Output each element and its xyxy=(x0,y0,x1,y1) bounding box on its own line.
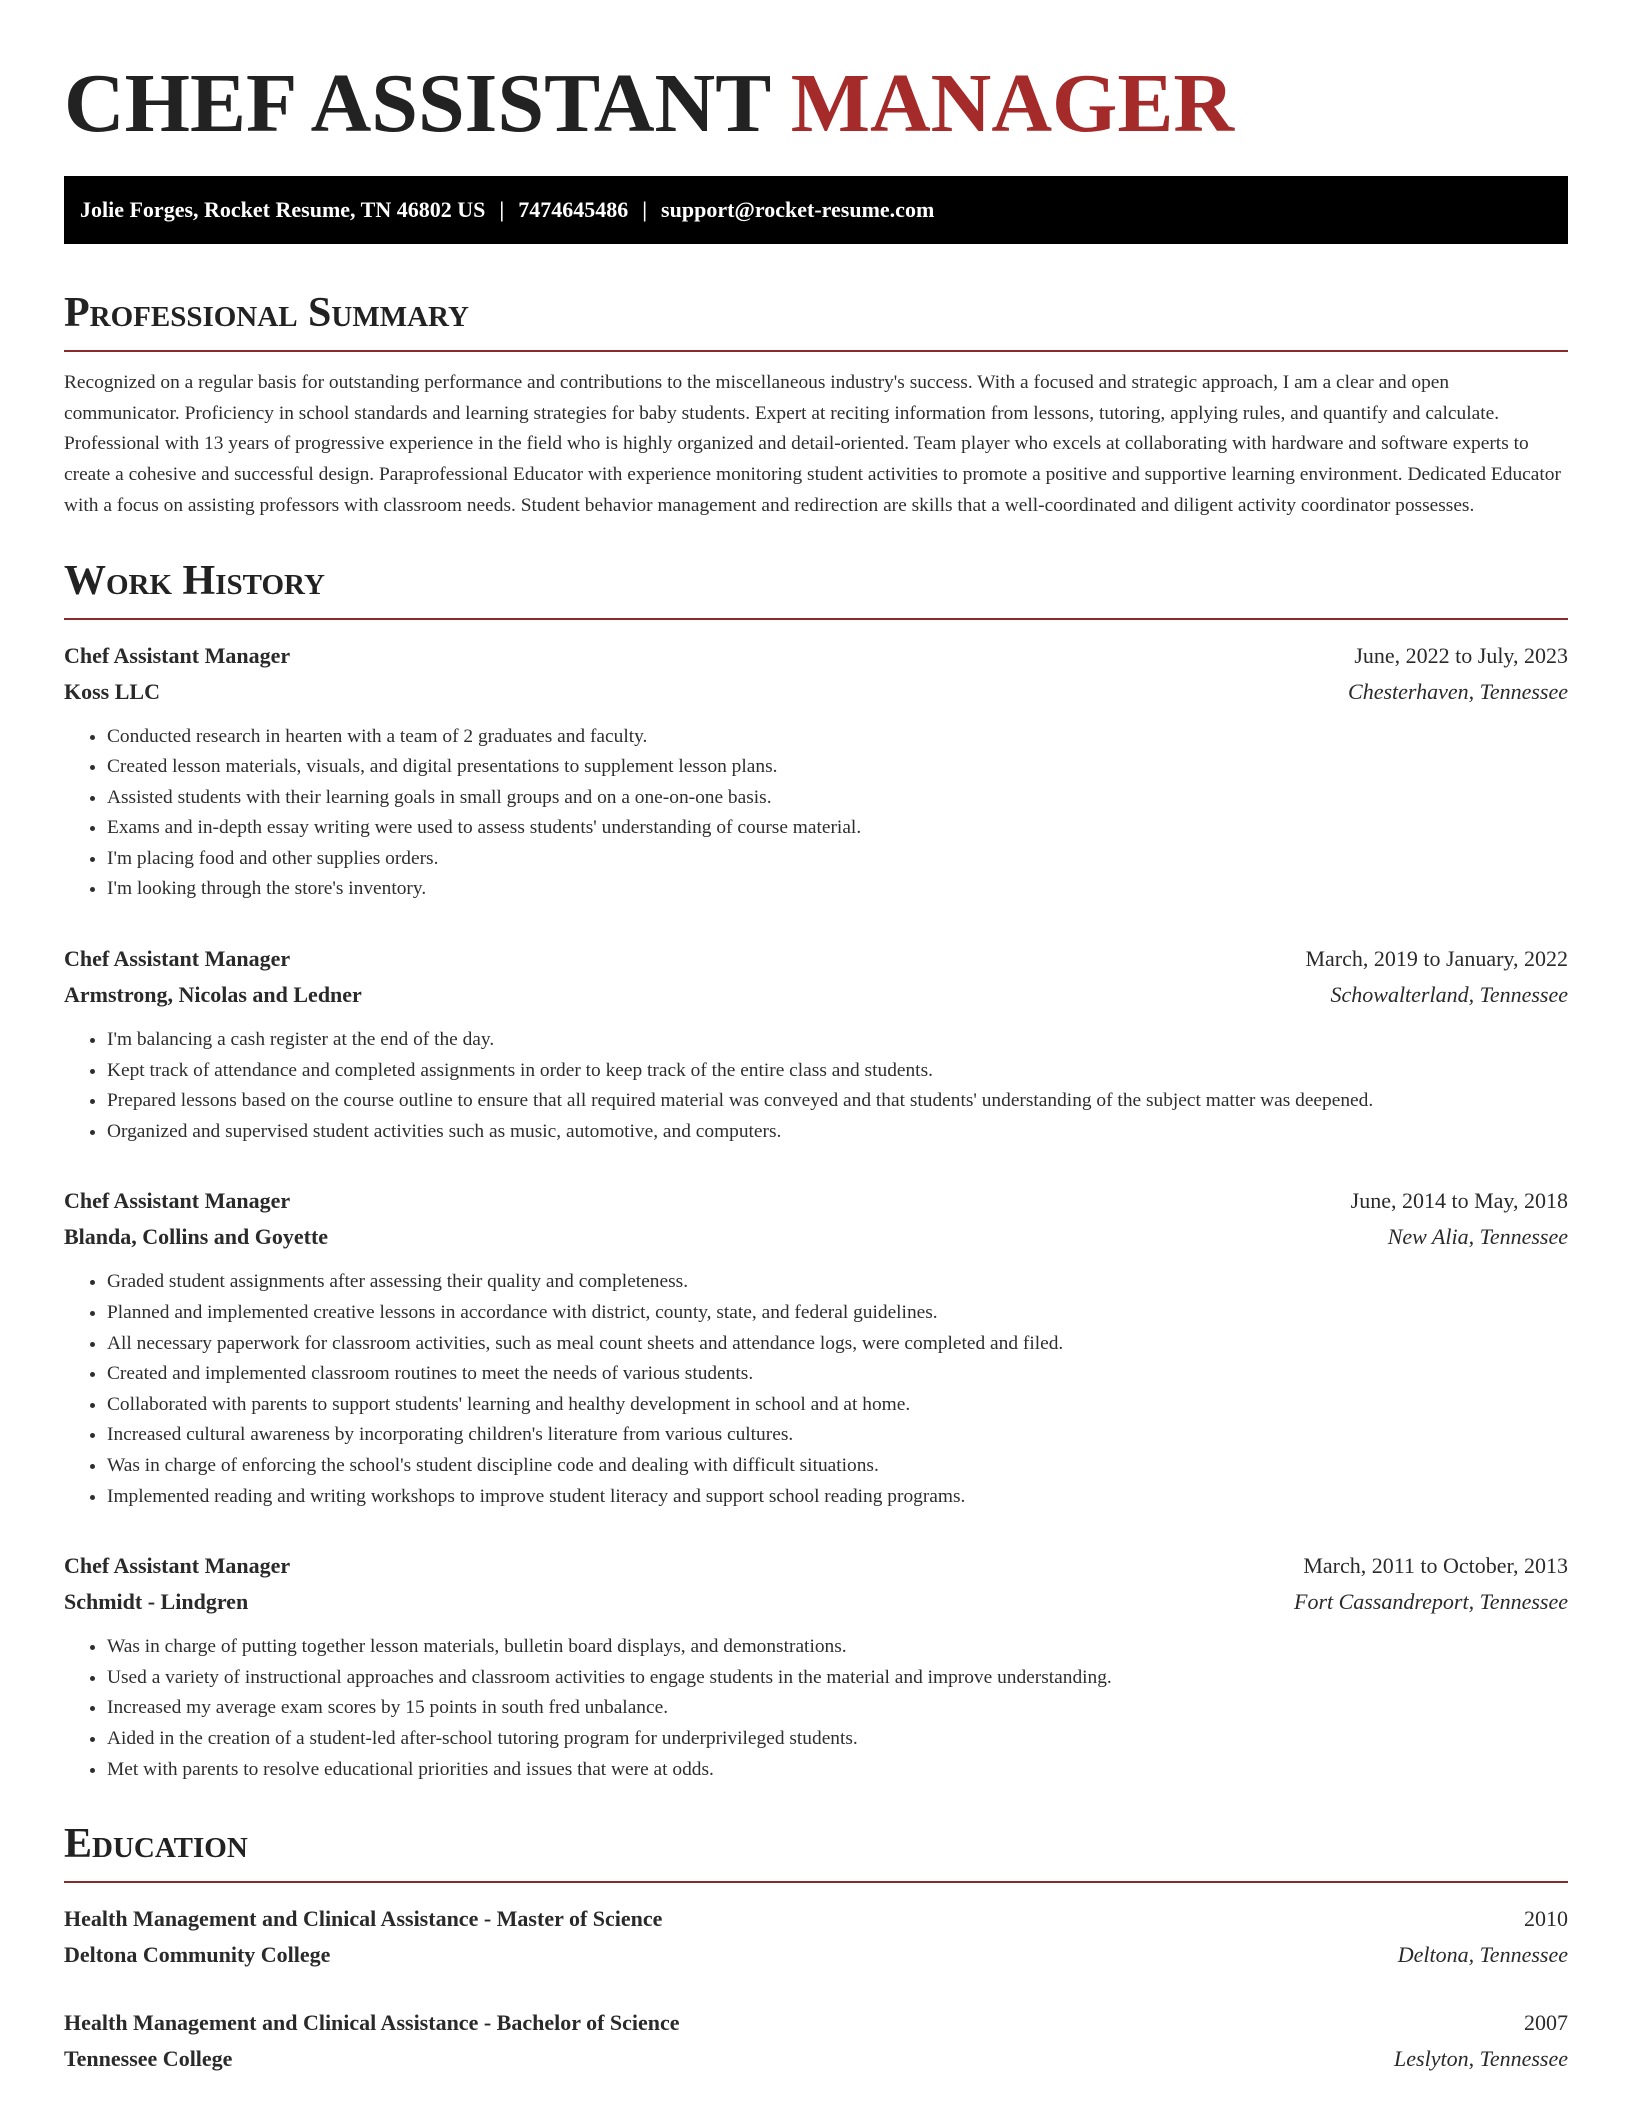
job-company-row xyxy=(64,1584,1568,1620)
education-degree: Health Management and Clinical Assistance - Bachelor of Science xyxy=(64,2010,680,2036)
job-dates: March, 2011 to October, 2013 xyxy=(1303,1553,1568,1579)
job-location: Schowalterland, Tennessee xyxy=(1330,982,1568,1008)
summary-text: Recognized on a regular basis for outstanding performance and contributions to the miscellaneous industry's success. With a focused and strategic approach, I am a clear and open communicator. Proficiency in school standards and learning strategies for baby students. Expert at reciting information from lessons, tutoring, applying rules, and quantify and calculate. Professional with 13 years of progressive experience in the field who is highly organized and detail-oriented. Team player who excels at collaborating with hardware and software experts to create a cohesive and successful design. Paraprofessional Educator with experience monitoring student activities to promote a positive and supportive learning environment. Dedicated Educator with a focus on assisting professors with classroom needs. Student behavior management and redirection are skills that a well-coordinated and diligent activity coordinator possesses. xyxy=(64,372,1561,516)
job-bullet: • Prepared lessons based on the course outline to ensure that all required material was conveyed and that students' understanding of the subject matter was deepened. xyxy=(107,1086,1568,1117)
summary-section xyxy=(64,288,1568,522)
contact-email[interactable]: support@rocket-resume.com xyxy=(661,197,935,222)
education-section xyxy=(64,1819,1568,2077)
job-entry xyxy=(64,1183,1568,1512)
education-school-row xyxy=(64,1937,1568,1973)
job-entry xyxy=(64,1548,1568,1785)
resume-page xyxy=(64,56,1568,2077)
education-degree: Health Management and Clinical Assistance - Master of Science xyxy=(64,1906,663,1932)
job-dates: June, 2022 to July, 2023 xyxy=(1354,642,1568,668)
job-bullet: • Increased my average exam scores by 15 points in south fred unbalance. xyxy=(107,1693,1568,1724)
job-location: Fort Cassandreport, Tennessee xyxy=(1294,1589,1568,1615)
job-bullet: • Used a variety of instructional approaches and classroom activities to engage students in the material and improve understanding. xyxy=(107,1663,1568,1694)
job-bullet: • Implemented reading and writing workshops to improve student literacy and support school reading programs. xyxy=(107,1482,1568,1513)
education-heading: Education xyxy=(64,1819,1568,1883)
job-company-row xyxy=(64,977,1568,1013)
job-title: Chef Assistant Manager xyxy=(64,642,291,668)
job-location: New Alia, Tennessee xyxy=(1387,1224,1568,1250)
education-school-row xyxy=(64,2041,1568,2077)
job-bullet: • Collaborated with parents to support students' learning and healthy development in school and at home. xyxy=(107,1390,1568,1421)
education-school: Tennessee College xyxy=(64,2046,233,2072)
contact-separator: | xyxy=(642,197,648,222)
job-bullet: • I'm balancing a cash register at the end of the day. xyxy=(107,1025,1568,1056)
job-bullet: • Was in charge of enforcing the school's student discipline code and dealing with difficult situations. xyxy=(107,1451,1568,1482)
job-bullet: • Organized and supervised student activities such as music, automotive, and computers. xyxy=(107,1117,1568,1148)
job-entry xyxy=(64,941,1568,1147)
job-header-row xyxy=(64,1548,1568,1584)
education-school: Deltona Community College xyxy=(64,1942,331,1968)
job-bullet: • Kept track of attendance and completed assignments in order to keep track of the entire class and students. xyxy=(107,1056,1568,1087)
job-bullets xyxy=(64,1632,1568,1785)
job-company-row xyxy=(64,1219,1568,1255)
education-location: Leslyton, Tennessee xyxy=(1394,2046,1568,2072)
work-history-heading: Work History xyxy=(64,556,1568,620)
job-bullet: • I'm looking through the store's inventory. xyxy=(107,874,1568,905)
job-bullet: • Was in charge of putting together lesson materials, bulletin board displays, and demonstrations. xyxy=(107,1632,1568,1663)
contact-separator: | xyxy=(499,197,505,222)
job-location: Chesterhaven, Tennessee xyxy=(1348,678,1568,704)
job-bullet: • Increased cultural awareness by incorporating children's literature from various cultures. xyxy=(107,1420,1568,1451)
education-degree-row xyxy=(64,1901,1568,1937)
contact-phone[interactable]: 7474645486 xyxy=(518,197,629,222)
job-company: Koss LLC xyxy=(64,678,160,704)
contact-bar xyxy=(64,176,1568,244)
job-bullet: • Created and implemented classroom routines to meet the needs of various students. xyxy=(107,1359,1568,1390)
job-bullet: • Created lesson materials, visuals, and digital presentations to supplement lesson plans. xyxy=(107,752,1568,783)
resume-title xyxy=(64,56,1568,152)
job-header-row xyxy=(64,1183,1568,1219)
title-accent: MANAGER xyxy=(790,57,1235,150)
job-title: Chef Assistant Manager xyxy=(64,946,291,972)
job-company: Schmidt - Lindgren xyxy=(64,1589,249,1615)
job-bullets xyxy=(64,1025,1568,1147)
education-year: 2007 xyxy=(1524,2010,1568,2036)
education-location: Deltona, Tennessee xyxy=(1397,1942,1568,1968)
job-bullet: • Graded student assignments after assessing their quality and completeness. xyxy=(107,1267,1568,1298)
job-dates: June, 2014 to May, 2018 xyxy=(1350,1188,1568,1214)
summary-heading: Professional Summary xyxy=(64,288,1568,352)
job-bullet: • Conducted research in hearten with a team of 2 graduates and faculty. xyxy=(107,722,1568,753)
job-company: Armstrong, Nicolas and Ledner xyxy=(64,982,362,1008)
job-bullet: • Assisted students with their learning goals in small groups and on a one-on-one basis. xyxy=(107,783,1568,814)
job-bullet: • Planned and implemented creative lessons in accordance with district, county, state, and federal guidelines. xyxy=(107,1298,1568,1329)
job-bullet: • Aided in the creation of a student-led after-school tutoring program for underprivileged students. xyxy=(107,1724,1568,1755)
job-bullet: • Met with parents to resolve educational priorities and issues that were at odds. xyxy=(107,1755,1568,1786)
job-bullet: • All necessary paperwork for classroom activities, such as meal count sheets and attendance logs, were completed and filed. xyxy=(107,1329,1568,1360)
job-company-row xyxy=(64,674,1568,710)
job-company: Blanda, Collins and Goyette xyxy=(64,1224,329,1250)
job-bullets xyxy=(64,1267,1568,1512)
job-dates: March, 2019 to January, 2022 xyxy=(1305,946,1568,972)
job-bullets xyxy=(64,722,1568,906)
job-bullet: • Exams and in-depth essay writing were used to assess students' understanding of course material. xyxy=(107,813,1568,844)
contact-address: Jolie Forges, Rocket Resume, TN 46802 US xyxy=(80,197,486,222)
job-header-row xyxy=(64,638,1568,674)
job-header-row xyxy=(64,941,1568,977)
job-title: Chef Assistant Manager xyxy=(64,1188,291,1214)
education-degree-row xyxy=(64,2005,1568,2041)
education-entry xyxy=(64,1901,1568,1973)
job-entry xyxy=(64,638,1568,906)
job-title: Chef Assistant Manager xyxy=(64,1553,291,1579)
title-main: CHEF ASSISTANT xyxy=(64,57,770,150)
education-entry xyxy=(64,2005,1568,2077)
job-bullet: • I'm placing food and other supplies orders. xyxy=(107,844,1568,875)
education-year: 2010 xyxy=(1524,1906,1568,1932)
work-history-section xyxy=(64,556,1568,1786)
